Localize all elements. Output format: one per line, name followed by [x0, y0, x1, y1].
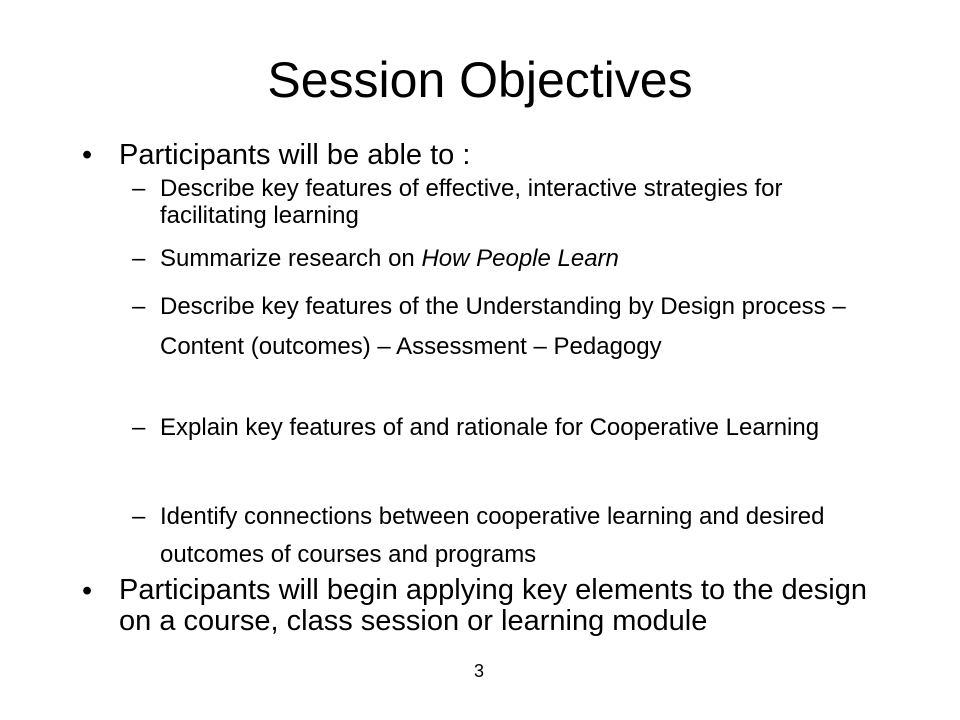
- bullet-text: Participants will be able to :: [119, 139, 471, 171]
- slide-title: Session Objectives: [267, 52, 693, 108]
- sub-bullet-text: [160, 245, 872, 272]
- sub-bullet-text: [160, 408, 872, 448]
- sub-bullet-text: [160, 498, 872, 574]
- bullet-item: [82, 139, 872, 171]
- dash-marker: –: [132, 414, 146, 441]
- dash-marker: –: [132, 293, 146, 320]
- bullet-marker: •: [82, 575, 93, 607]
- sub-bullet-item: [132, 245, 872, 272]
- dash-marker: –: [132, 245, 146, 272]
- sub-bullet-item: [132, 408, 872, 448]
- sub-bullet-item: [132, 287, 872, 367]
- sub-bullet-text-part: Describe key features of the Understanding by Design process – Content (outcomes) – Assessment – Pedagogy: [160, 293, 846, 360]
- bullet-item: [82, 575, 872, 637]
- sub-bullet-item: [132, 498, 872, 574]
- bullet-marker: •: [82, 139, 93, 171]
- sub-bullet-text: [160, 175, 872, 229]
- emphasized-book-title: How People Learn: [421, 245, 619, 272]
- sub-bullet-text-part: Summarize research on: [160, 245, 422, 272]
- sub-bullet-text-part: Identify connections between cooperative learning and desired outcomes of courses and programs: [160, 503, 825, 568]
- sub-bullet-text: [160, 287, 872, 367]
- sub-bullet-text-part: Describe key features of effective, interactive strategies for facilitating learning: [160, 175, 783, 229]
- sub-bullet-text-part: Explain key features of and rationale for Cooperative Learning: [160, 414, 820, 441]
- dash-marker: –: [132, 503, 146, 530]
- slide-number: 3: [474, 661, 485, 681]
- dash-marker: –: [132, 175, 146, 202]
- bullet-text: Participants will begin applying key elements to the design on a course, class session or learning module: [119, 574, 867, 637]
- sub-bullet-item: [132, 175, 872, 229]
